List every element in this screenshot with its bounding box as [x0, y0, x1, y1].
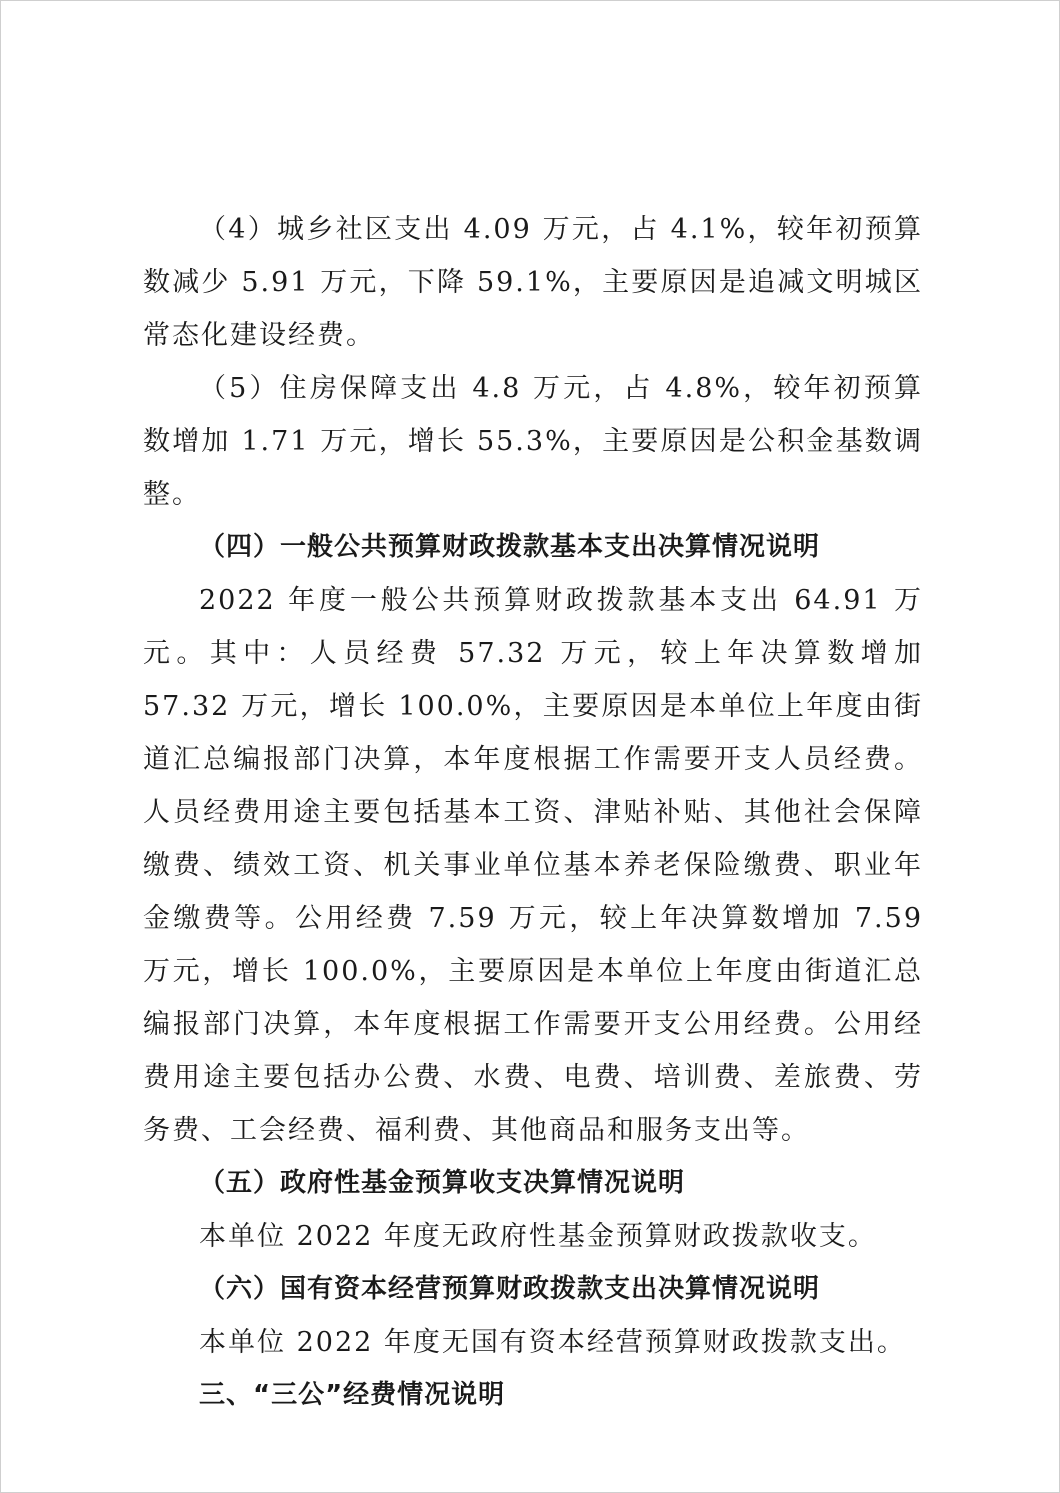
- paragraph-urban-rural-community-expenditure: （4）城乡社区支出 4.09 万元，占 4.1%，较年初预算数减少 5.91 万元，下降 59.1%，主要原因是追减文明城区常态化建设经费。: [143, 214, 923, 351]
- section-heading-state-capital: （六）国有资本经营预算财政拨款支出决算情况说明: [199, 1274, 821, 1304]
- paragraph-housing-security-expenditure: （5）住房保障支出 4.8 万元，占 4.8%，较年初预算数增加 1.71 万元，增长 55.3%，主要原因是公积金基数调整。: [143, 373, 923, 510]
- paragraph-government-fund: 本单位 2022 年度无政府性基金预算财政拨款收支。: [199, 1221, 877, 1252]
- section-heading-three-public-expenses: 三、“三公”经费情况说明: [199, 1380, 506, 1410]
- section-heading-basic-expenditure: （四）一般公共预算财政拨款基本支出决算情况说明: [199, 532, 821, 562]
- paragraph-basic-expenditure-details: 2022 年度一般公共预算财政拨款基本支出 64.91 万元。其中：人员经费 57.32 万元，较上年决算数增加 57.32 万元，增长 100.0%，主要原因是本单位上年度由街道汇总编报部门决算，本年度根据工作需要开支人员经费。人员经费用途主要包括基本工资、津贴补贴、其他社会保障缴费、绩效工资、机关事业单位基本养老保险缴费、职业年金缴费等。公用经费 7.59 万元，较上年决算数增加 7.59 万元，增长 100.0%，主要原因是本单位上年度由街道汇总编报部门决算，本年度根据工作需要开支公用经费。公用经费用途主要包括办公费、水费、电费、培训费、差旅费、劳务费、工会经费、福利费、其他商品和服务支出等。: [143, 585, 923, 1146]
- paragraph-state-capital: 本单位 2022 年度无国有资本经营预算财政拨款支出。: [199, 1327, 906, 1358]
- section-heading-government-fund: （五）政府性基金预算收支决算情况说明: [199, 1168, 686, 1198]
- document-body: [143, 203, 923, 1422]
